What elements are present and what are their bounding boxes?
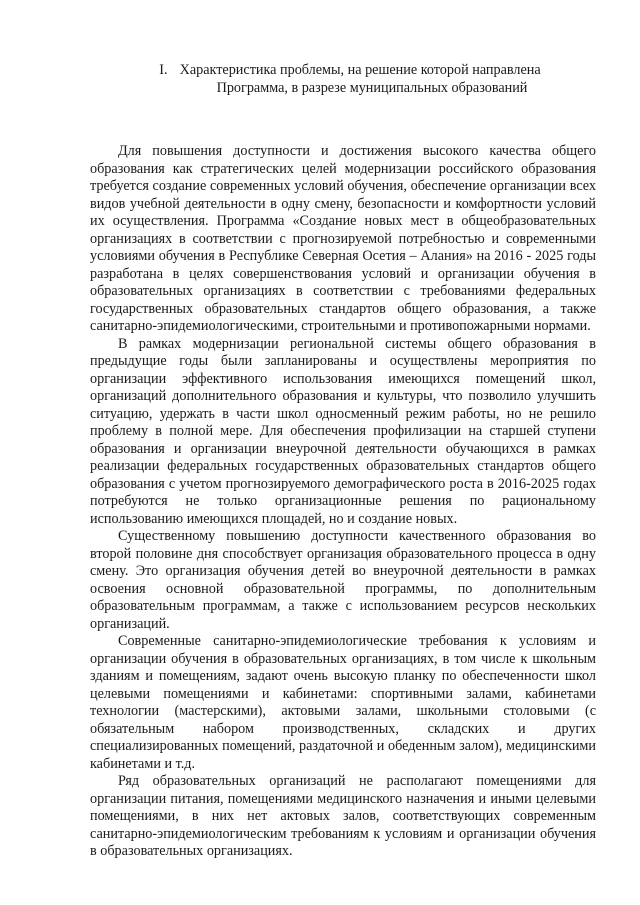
section-title-line-1: Характеристика проблемы, на решение которой направлена — [179, 62, 541, 78]
section-heading — [90, 62, 596, 97]
paragraph-3: Существенному повышению доступности качественного образования во второй половине дня способствует организация образовательного процесса в одну смену. Это организация обучения детей во внеурочной деятельности в рамках освоения основной образовательной программы, по дополнительным образовательным программам, а также с использованием ресурсов нескольких организаций. — [90, 528, 596, 632]
section-heading-line-1 — [104, 62, 596, 80]
paragraph-2: В рамках модернизации региональной системы общего образования в предыдущие годы были запланированы и осуществлены мероприятия по организации эффективного использования имеющихся помещений школ, организаций дополнительного образования и культуры, что позволило улучшить ситуацию, удержать в части школ односменный режим работы, но не решило проблему в полной мере. Для обеспечения профилизации на старшей ступени образования и организации внеурочной деятельности обучающихся в рамках реализации федеральных государственных образовательных стандартов общего образования с учетом прогнозируемого демографического роста в 2016-2025 годах потребуются не только организационные решения по рациональному использованию имеющихся площадей, но и создание новых. — [90, 335, 596, 527]
section-number: I. — [159, 62, 168, 78]
paragraph-1: Для повышения доступности и достижения высокого качества общего образования как стратегических целей модернизации российского образования требуется создание современных условий обучения, обеспечение организации всех видов учебной деятельности в одну смену, безопасности и комфортности условий их осуществления. Программа «Создание новых мест в общеобразовательных организациях в соответствии с прогнозируемой потребностью и современными условиями обучения в Республике Северная Осетия – Алания» на 2016 - 2025 годы разработана в целях совершенствования условий и организации обучения в образовательных организациях в соответствии с требованиями федеральных государственных образовательных стандартов общего образования, а также санитарно-эпидемиологическими, строительными и противопожарными нормами. — [90, 143, 596, 334]
paragraph-4: Современные санитарно-эпидемиологические требования к условиям и организации обучения в образовательных организациях, в том числе к школьным зданиям и помещениям, задают очень высокую планку по обеспеченности школ целевыми помещениями и кабинетами: спортивными залами, кабинетами технологии (мастерскими), актовыми залами, школьными столовыми (с обязательным набором производственных, складских и других специализированных помещений, раздаточной и обеденным залом), медицинскими кабинетами и т.д. — [90, 633, 596, 772]
paragraph-5: Ряд образовательных организаций не располагают помещениями для организации питания, помещениями медицинского назначения и иными целевыми помещениями, в них нет актовых залов, соответствующих современным санитарно-эпидемиологическим требованиям к условиям и организации обучения в образовательных организациях. — [90, 773, 596, 859]
section-title-line-2: Программа, в разрезе муниципальных образований — [216, 79, 528, 96]
